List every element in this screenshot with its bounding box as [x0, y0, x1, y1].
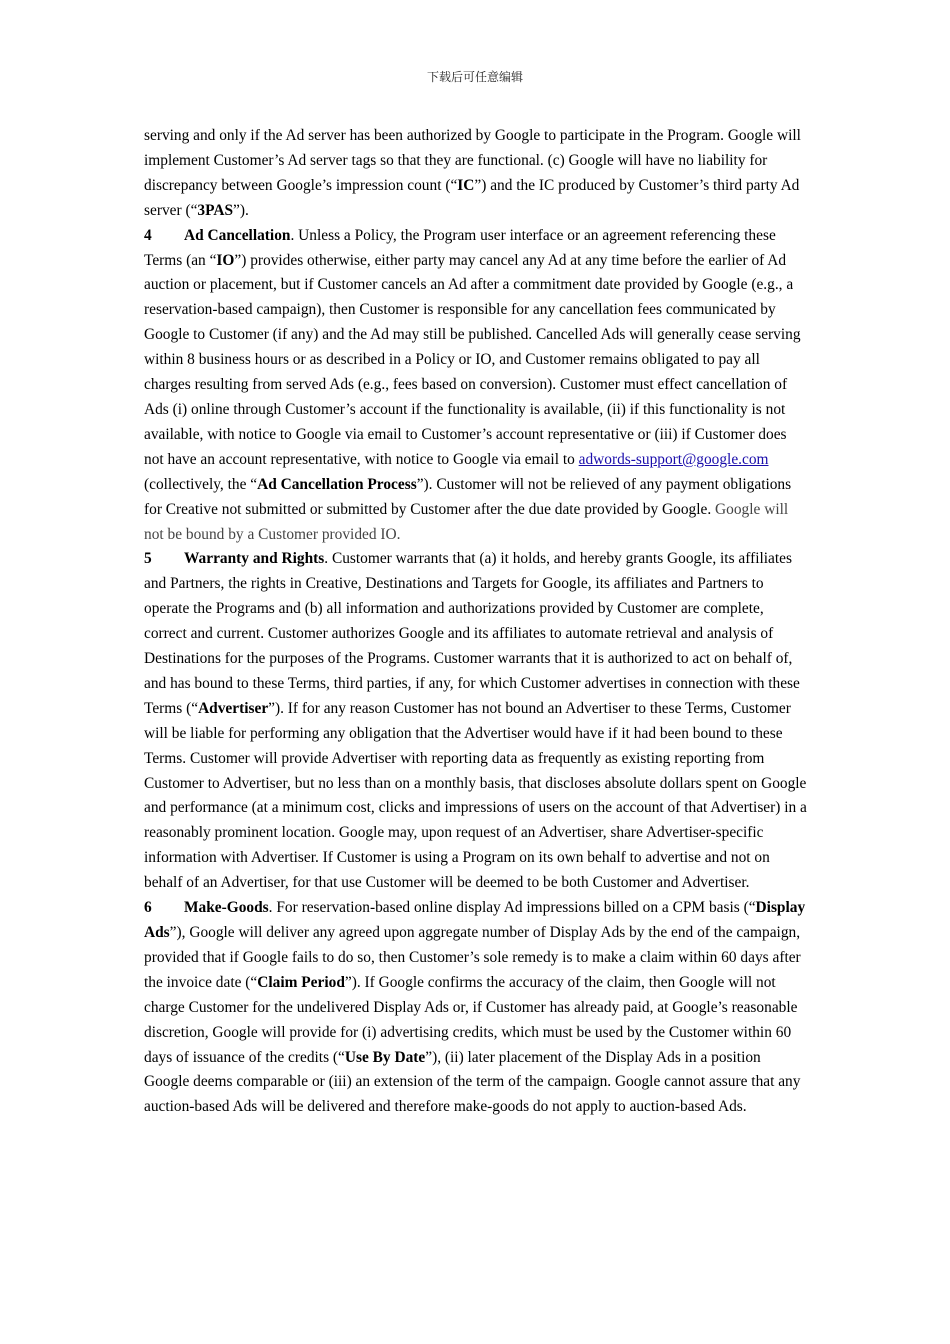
intro-text-3: ”).	[233, 201, 249, 219]
section-5-number: 5	[144, 550, 152, 568]
section-6-heading: Make-Goods	[184, 899, 269, 917]
section-6-text-1: . For reservation-based online display Ad impressions billed on a CPM basis (“	[268, 899, 756, 917]
section-4-text-5: Google will not be bound by a Customer provided IO.	[144, 500, 789, 543]
defined-term-3pas: 3PAS	[197, 201, 234, 219]
section-5-text-2: ”). If for any reason Customer has not bound an Advertiser to these Terms, Customer will be liable for performing any obligation that the Advertiser would have if it had been bound to these Terms. Customer will provide Advertiser with reporting data as frequently as existing reporting from Customer to Advertiser, but no less than on a monthly basis, that discloses absolute dollars spent on Google and performance (at a minimum cost, clicks and impressions of users on the account of that Advertiser) in a reasonably prominent location. Google may, upon request of an Advertiser, share Advertiser-specific information with Advertiser. If Customer is using a Program on its own behalf to advertise and not on behalf of an Advertiser, for that use Customer will be deemed to be both Customer and Advertiser.	[144, 699, 807, 892]
document-body	[144, 124, 808, 1120]
section-6-paragraph	[144, 896, 808, 1120]
support-email-link[interactable]: adwords-support@google.com	[578, 450, 769, 468]
section-6-text-4: ”), (ii) later placement of the Display Ads in a position Google deems comparable or (iii) an extension of the term of the campaign. Google cannot assure that any auction-based Ads will be delivered and therefore make-goods do not apply to auction-based Ads.	[144, 1048, 801, 1116]
intro-paragraph	[144, 124, 808, 224]
defined-term-display-ads: Display Ads	[144, 899, 806, 941]
section-5-text-1: . Customer warrants that (a) it holds, and hereby grants Google, its affiliates and Partners, the rights in Creative, Destinations and Targets for Google, its affiliates and Partners to operate the Programs and (b) all information and authorizations provided by Customer are complete, correct and current. Customer authorizes Google and its affiliates to automate retrieval and analysis of Destinations for the purposes of the Programs. Customer warrants that it is authorized to act on behalf of, and has bound to these Terms, third parties, if any, for which Customer advertises in connection with these Terms (“	[144, 550, 800, 717]
section-4-paragraph	[144, 224, 808, 548]
intro-text-1: serving and only if the Ad server has been authorized by Google to participate in the Program. Google will implement Customer’s Ad server tags so that they are functional. (c) Google will have no liability for discrepancy between Google’s impression count (“	[144, 127, 801, 194]
section-5-paragraph	[144, 547, 808, 896]
defined-term-advertiser: Advertiser	[198, 699, 269, 717]
defined-term-ic: IC	[457, 176, 475, 194]
section-6-text-3: ”). If Google confirms the accuracy of the claim, then Google will not charge Customer for the undelivered Display Ads or, if Customer has already paid, at Google’s reasonable discretion, Google will provide for (i) advertising credits, which must be used by the Customer within 60 days of issuance of the credits (“	[144, 973, 798, 1066]
section-4-text-4: ”). Customer will not be relieved of any payment obligations for Creative not submitted or submitted by Customer after the due date provided by Google.	[144, 475, 792, 518]
page-header-watermark: 下载后可任意编辑	[426, 70, 523, 84]
section-6-text-2: ”), Google will deliver any agreed upon aggregate number of Display Ads by the end of the campaign, provided that if Google fails to do so, then Customer’s sole remedy is to make a claim within 60 days after the invoice date (“	[144, 924, 801, 991]
section-4-text-2: ”) provides otherwise, either party may cancel any Ad at any time before the earlier of Ad auction or placement, but if Customer cancels an Ad after a commitment date provided by Google (e.g., a reservation-based campaign), then Customer is responsible for any cancellation fees communicated by Google to Customer (if any) and the Ad may still be published. Cancelled Ads will generally cease serving within 8 business hours or as described in a Policy or IO, and Customer remains obligated to pay all charges resulting from served Ads (e.g., fees based on conversion). Customer must effect cancellation of Ads (i) online through Customer’s account if the functionality is available, (ii) if this functionality is not available, with notice to Google via email to Customer’s account representative or (iii) if Customer does not have an account representative, with notice to Google via email to	[144, 251, 801, 468]
intro-text-2: ”) and the IC produced by Customer’s third party Ad server (“	[144, 176, 800, 219]
section-5-heading: Warranty and Rights	[184, 550, 325, 568]
section-4-text-1: . Unless a Policy, the Program user interface or an agreement referencing these Terms (an “	[144, 226, 776, 269]
section-4-text-3: (collectively, the “	[144, 475, 258, 493]
section-4-number: 4	[144, 226, 152, 244]
defined-term-io: IO	[216, 251, 235, 269]
section-6-number: 6	[144, 899, 152, 917]
defined-term-use-by-date: Use By Date	[344, 1048, 426, 1066]
section-4-heading: Ad Cancellation	[184, 226, 291, 244]
defined-term-ad-cancellation-process: Ad Cancellation Process	[257, 475, 417, 493]
defined-term-claim-period: Claim Period	[257, 973, 345, 991]
